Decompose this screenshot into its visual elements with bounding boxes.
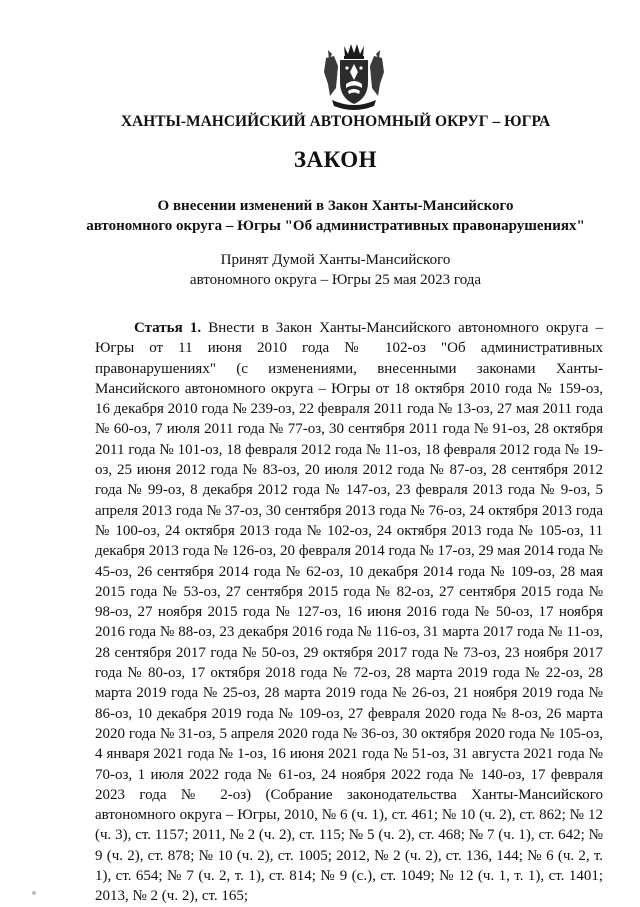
document-title <box>0 196 640 236</box>
coat-of-arms-icon <box>318 40 390 112</box>
page-mark <box>32 891 36 895</box>
region-name: ХАНТЫ-МАНСИЙСКИЙ АВТОНОМНЫЙ ОКРУГ – ЮГРА <box>120 113 551 130</box>
document-title-line: О внесении изменений в Закон Ханты-Мансийского <box>157 198 514 214</box>
article-label: Статья 1. <box>134 320 202 336</box>
document-type: ЗАКОН <box>293 147 378 172</box>
adoption-line: Принят Думой Ханты-Мансийского <box>220 252 451 268</box>
article-body <box>95 318 603 907</box>
article-text: Внести в Закон Ханты-Мансийского автономного округа – Югры от 11 июня 2010 года № 102-оз "Об административных правонарушениях" (с изменениями, внесенными законами Ханты-Мансийского автономного округа – Югры от 18 октября 2010 года № 159-оз, 16 декабря 2010 года № 239-оз, 22 февраля 2011 года № 13-оз, 27 мая 2011 года № 60-оз, 7 июля 2011 года № 77-оз, 30 сентября 2011 года № 91-оз, 28 октября 2011 года № 101-оз, 18 февраля 2012 года № 11-оз, 18 февраля 2012 года № 19-оз, 25 июня 2012 года № 83-оз, 20 июля 2012 года № 87-оз, 28 сентября 2012 года № 99-оз, 8 декабря 2012 года № 147-оз, 23 февраля 2013 года № 9-оз, 5 апреля 2013 года № 37-оз, 30 сентября 2013 года № 76-оз, 24 октября 2013 года № 100-оз, 24 октября 2013 года № 102-оз, 24 октября 2013 года № 105-оз, 11 декабря 2013 года № 126-оз, 20 февраля 2014 года № 17-оз, 29 мая 2014 года № 45-оз, 26 сентября 2014 года № 62-оз, 10 декабря 2014 года № 109-оз, 28 мая 2015 года № 53-оз, 27 сентября 2015 года № 82-оз, 27 сентября 2015 года № 98-оз, 27 ноября 2015 года № 127-оз, 16 июня 2016 года № 50-оз, 17 ноября 2016 года № 88-оз, 23 декабря 2016 года № 116-оз, 31 марта 2017 года № 11-оз, 28 сентября 2017 года № 50-оз, 29 октября 2017 года № 73-оз, 23 ноября 2017 года № 80-оз, 17 октября 2018 года № 72-оз, 28 марта 2019 года № 22-оз, 28 марта 2019 года № 25-оз, 28 марта 2019 года № 26-оз, 21 ноября 2019 года № 86-оз, 10 декабря 2019 года № 109-оз, 27 февраля 2020 года № 8-оз, 26 марта 2020 года № 31-оз, 5 апреля 2020 года № 36-оз, 30 октября 2020 года № 105-оз, 4 января 2021 года № 1-оз, 16 июня 2021 года № 51-оз, 31 августа 2021 года № 70-оз, 1 июля 2022 года № 61-оз, 24 ноября 2022 года № 140-оз, 17 февраля 2023 года № 2-оз) (Собрание законодательства Ханты-Мансийского автономного округа – Югры, 2010, № 6 (ч. 1), ст. 461; № 10 (ч. 2), ст. 862; № 12 (ч. 3), ст. 1157; 2011, № 2 (ч. 2), ст. 115; № 5 (ч. 2), ст. 468; № 7 (ч. 1), ст. 642; № 9 (ч. 2), ст. 878; № 10 (ч. 2), ст. 1005; 2012, № 2 (ч. 2), ст. 136, 144; № 6 (ч. 2, т. 1), ст. 654; № 7 (ч. 2, т. 1), ст. 814; № 9 (с.), ст. 1049; № 12 (ч. 1, т. 1), ст. 1401; 2013, № 2 (ч. 2), ст. 165; <box>95 320 603 905</box>
adoption-line: автономного округа – Югры 25 мая 2023 года <box>189 272 482 288</box>
document-title-line: автономного округа – Югры "Об административных правонарушениях" <box>86 218 585 234</box>
adoption-info <box>0 250 640 290</box>
